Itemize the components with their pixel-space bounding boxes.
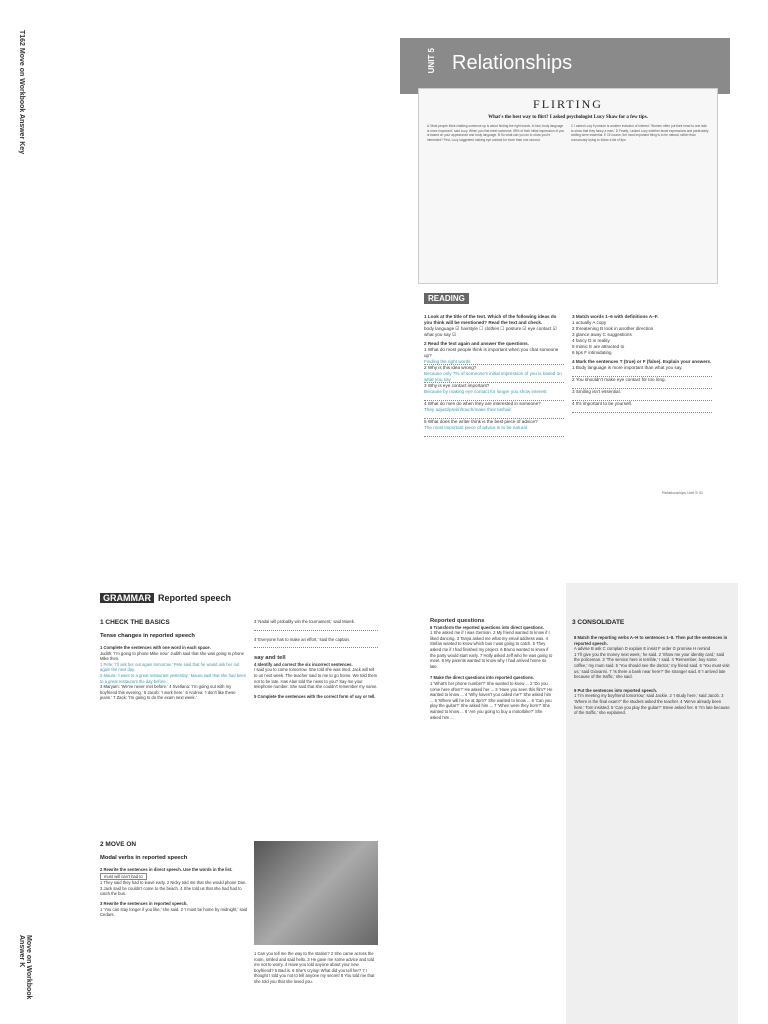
grammar-page: [90, 583, 556, 1024]
q4-item-3: 3 Smiling isn't essential.: [572, 389, 621, 394]
match-row-5: 5 mimic E are attracted to: [572, 344, 625, 349]
reading-right-column: [572, 314, 712, 413]
reported-questions-heading: Reported questions: [430, 618, 485, 624]
q4-item-4: 4 It's important to be yourself.: [572, 401, 633, 406]
section-2-heading: 2 MOVE ON: [100, 841, 137, 848]
q2-item-5: 5 What does the writer think is the best piece of advice?: [424, 419, 538, 424]
exercise-3-item-3: 3 'Nadal will probably win the tournament,' said Marek.: [254, 619, 355, 624]
question-4: 4 Mark the sentences T (true) or F (false). Explain your answers.: [572, 359, 712, 364]
unit-label: UNIT 5: [427, 48, 436, 74]
answer-line-b: [254, 642, 378, 648]
exercise-8-items: 1 'I'll give you the money next week,' he said. 2 'Show me your identity card,' said the policeman. 3 'The service here is terrible,' I said. 4 'Remember, buy some coffee,' my mum said. 5 'You should see the doctor,' my friend said. 6 'You must visit us,' said Giovanni. 7 'Is there a bank near here?' the stranger said. 8 'I arrived late because of the traffic,' she said.: [574, 651, 730, 680]
answer-line-a: [254, 625, 378, 631]
question-1-options: body language ☑ hairstyle ☐ clothes ☐ posture ☑ eye contact ☑ what you say ☑: [424, 326, 557, 337]
q2-item-2: 2 Why is this idea wrong?: [424, 365, 477, 370]
exercise-3-items: 1 'You can stay longer if you like,' she said. 2 'I must be home by midnight,' said Cedars.: [100, 906, 248, 918]
reading-left-column: [424, 314, 564, 437]
consolidate-body: [574, 635, 730, 716]
exercise-4: 4 Identify and correct the six incorrect sentences.: [254, 661, 353, 667]
question-1: 1 Look at the title of the text. Which of the following ideas do you think will be mentioned? Read the text and check.: [424, 314, 557, 325]
page-footer: Relationships Unit 5 41: [662, 490, 704, 495]
exercise-1-more: 3 Maryam: 'We've never met before.' 4 Svetlana: 'I'm going out with my boyfriend this evening.' 5 Jacob: 'I work here.' 6 Andrea: 'I don't like these jeans.' 7 Zack: 'I'm going to do the exam next week.': [100, 684, 236, 701]
reporting-verbs: A advise B ask C complain D explain E insist F order G promise H remind: [574, 646, 711, 652]
q2-answer-1: Finding the right words: [424, 359, 564, 365]
q2-item-4: 4 What do men do when they are interested in someone?: [424, 401, 541, 406]
q4-item-2: 2 You shouldn't make eye contact for too long.: [572, 377, 666, 382]
exercise-1-example: Judith: 'I'm going to phone Mike now.' Judith said that she was going to phone Mike then.: [100, 650, 244, 662]
grammar-heading: [100, 593, 231, 603]
q2-answer-3: Because by making eye contact for longer you show interest: [424, 389, 564, 401]
question-3: 3 Match words 1–6 with definitions A–F.: [572, 314, 659, 319]
q2-answer-5: The most important piece of advice is to be natural: [424, 425, 564, 437]
exercise-1: 1 Complete the sentences with one word in each space.: [100, 645, 211, 650]
article-column-left: A 'Most people think chatting someone up is about finding the right words. In fact, body language is more important,' said Lucy. When you first meet someone, 55% of their initial impression of you is based on your appearance and body language. B So what can you do to show you're interested? First, Lucy suggested making eye contact for more than one second.: [427, 124, 565, 142]
exercise-3-item-4: 4 'Everyone has to make an effort,' said the captain.: [254, 636, 351, 642]
section-2-subheading: Modal verbs in reported speech: [100, 855, 188, 861]
match-row-4: 4 fancy D in reality: [572, 338, 610, 343]
say-tell-heading: say and tell: [254, 655, 286, 662]
exercise-6-items: 1 She asked me if I was German. 2 My friend wanted to know if I liked dancing. 3 Tanya asked me what my email address was. 4 Stefan wanted to know which bus I was going to catch. 5 They asked me if I had finished my project. 6 Bruno wanted to know if the party would start early. 7 Holly asked Jeff who he was going to meet. 8 My parents wanted to know why I had arrived home so late.: [430, 630, 553, 669]
exercise-2: 2 Rewrite the sentences in direct speech. Use the words in the list.: [100, 867, 233, 872]
exercise-9: 9 Put the sentences into reported speech.: [574, 687, 658, 693]
grammar-title: Reported speech: [158, 593, 232, 603]
q2-answer-4: They adjust/preen/touch/make their tie/hair: [424, 407, 564, 419]
consolidate-page: [566, 583, 738, 1024]
exercise-5-items: 1 Can you tell me the way to the station? 2 She came across the room, smiled and said hello. 3 He gave me some advice and told me not to worry. 4 Have you told anyone about your new boyfriend? 5 Bad is. 6 She's crying! What did you tell her? 7 I thought I told you not to tell anyone my secret! 8 You told me that she told you that she loved you.: [254, 951, 375, 984]
exercise-4-items: I said you to come tomorrow. She told she was tired. Jack will tell to us next week. The teacher said to me to go home. We told them not to be late. Has Alan told the news to you? Say me your telephone number. She said that she couldn't remember my name.: [254, 667, 378, 690]
article-subtitle: What's the best way to flirt? I asked psychologist Lucy Shaw for a few tips.: [488, 115, 648, 120]
exercise-2-items: 1 They said they had to leave early. 2 Nicky told me that she would phone Dan. 3 Jack said he couldn't come to the beach. 4 She told us that she had had to catch the bus.: [100, 880, 247, 897]
photo-people-talking: [254, 841, 378, 945]
question-2: 2 Read the text again and answer the questions.: [424, 341, 529, 346]
q4-line-4: [572, 407, 712, 413]
exercise-3: 3 Rewrite the sentences in reported speech.: [100, 900, 188, 906]
spine-label-top: T162 Move on Workbook Answer Key: [18, 30, 25, 155]
section-3-heading: 3 CONSOLIDATE: [572, 619, 625, 626]
q2-item-1: 1 What do most people think is important when you chat someone up?: [424, 347, 559, 358]
q2-answer-2: Because only 7% of someone's initial impression of you is based on what you say: [424, 371, 564, 383]
article-column-right: C I asked Lucy if posture is another indicator of interest. 'Women often put their head to one side to show that they fancy a man.' D Finally, I asked Lucy whether facial expressions and particularly smiling were essential. E Of course, the most important thing is to be natural, rather than consciously trying to follow a list of tips.: [571, 124, 709, 142]
exercise-7: 7 Make the direct questions into reported questions.: [430, 675, 535, 681]
middle-column: [254, 619, 378, 699]
exercise-6: 6 Transform the reported questions into direct questions.: [430, 624, 545, 630]
word-box: must will can't had to: [100, 873, 147, 881]
q4-item-1: 1 Body language is more important than what you say.: [572, 365, 683, 370]
reported-questions-column: [430, 619, 554, 720]
q2-item-3: 3 Why is eye contact important?: [424, 383, 490, 388]
match-row-2: 2 threatening B look in another direction: [572, 326, 654, 331]
match-row-1: 1 actually A copy: [572, 320, 607, 325]
match-row-6: 6 tips F intimidating: [572, 350, 612, 355]
grammar-tag: GRAMMAR: [100, 593, 154, 603]
exercise-1-item-2: 2 Maura: 'I went to a great restaurant yesterday.' Maura said that she had been to a great restaurant the day before.: [100, 672, 247, 684]
exercise-7-items: 1 'What's her phone number?' She wanted to know ... 2 'Do you come here often?' He asked her ... 3 'Have you seen this film?' He wanted to know ... 4 'Why haven't you called me?' She asked him ... 5 'Where will he be at 3pm?' She wanted to know ... 6 'Can you play the guitar?' She asked him ... 7 'When were they born?' She wanted to know ... 8 'Are you going to buy a motorbike?' She asked him ...: [430, 680, 553, 720]
match-row-3: 3 glance away C suggestions: [572, 332, 632, 337]
section-1-body: [100, 645, 248, 701]
section-2-body: [100, 867, 248, 918]
article-title: FLIRTING: [533, 97, 603, 111]
exercise-8: 8 Match the reporting verbs A–H to sentences 1–8. Then put the sentences in reported speech.: [574, 635, 728, 646]
section-1-subheading: Tense changes in reported speech: [100, 633, 195, 639]
reading-heading: READING: [424, 293, 469, 304]
flirting-article: [418, 88, 718, 284]
exercise-1-item-1: 1 Pete: 'I'll ask her out again tomorrow.' Pete said that he would ask her out again the next day.: [100, 661, 240, 673]
unit-title: Relationships: [452, 52, 573, 74]
exercise-9-items: 1 'I'm meeting my boyfriend tomorrow,' said Jackie. 2 'I study here,' said Jacob. 3 'Where is the final exam?' the student asked the teacher. 4 'We've already been here,' Tom insisted. 5 'Can you play the guitar?' Steve asked her. 6 'I'm late because of the traffic,' she explained.: [574, 693, 730, 716]
section-1-heading: 1 CHECK THE BASICS: [100, 619, 170, 626]
unit-header: [400, 38, 730, 94]
exercise-5: 5 Complete the sentences with the correct form of say or tell.: [254, 693, 376, 699]
top-page: [400, 38, 730, 503]
spine-label-bottom: Move on Workbook Answer K: [18, 935, 32, 1000]
